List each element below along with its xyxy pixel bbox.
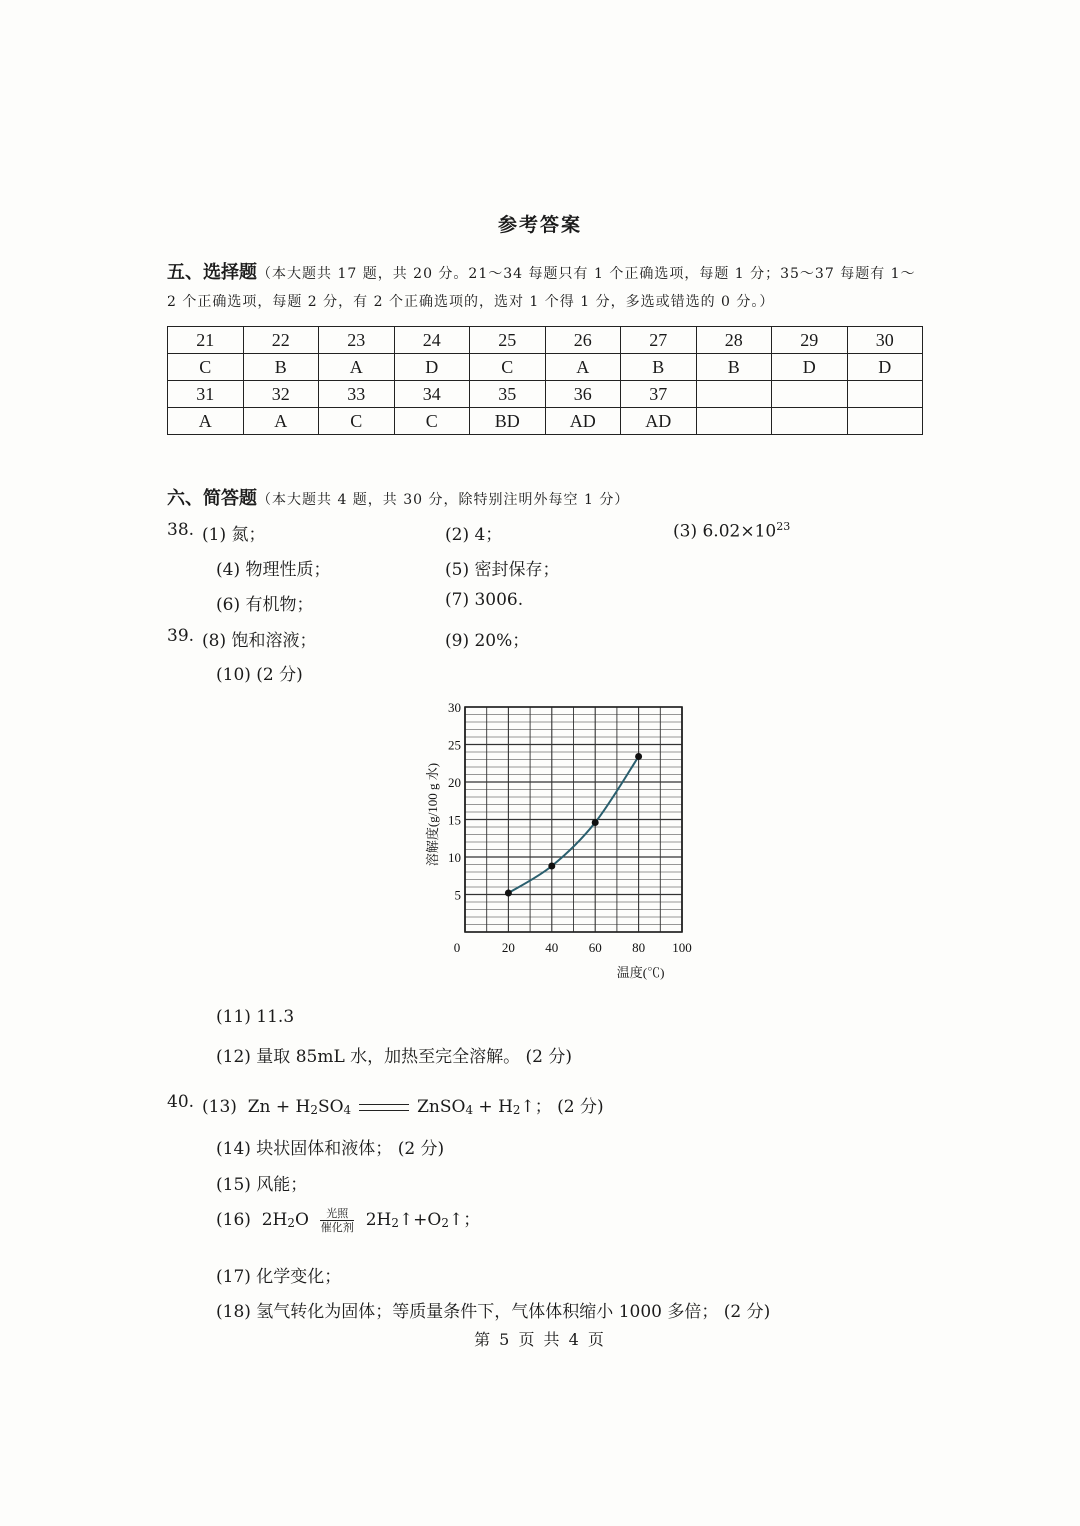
question-number-cell: 25 bbox=[470, 327, 546, 354]
q38-answer-1: (1) 氮； bbox=[202, 525, 266, 545]
answer-cell: B bbox=[621, 354, 697, 381]
q39-answer-12: (12) 量取 85mL 水，加热至完全溶解。 (2 分) bbox=[216, 1047, 573, 1067]
x-tick-label: 60 bbox=[588, 940, 602, 955]
question-number-cell: 37 bbox=[621, 381, 697, 408]
table-row bbox=[168, 381, 923, 408]
q40-13-tail: ↑； (2 分) bbox=[520, 1097, 604, 1117]
q38-answer-4: (4) 物理性质； bbox=[216, 560, 331, 580]
q40-answer-14: (14) 块状固体和液体； (2 分) bbox=[216, 1139, 445, 1159]
section5-heading: 五、选择题 bbox=[167, 262, 257, 283]
answer-cell: D bbox=[847, 354, 923, 381]
answer-cell: D bbox=[772, 354, 848, 381]
q38-answer-2: (2) 4； bbox=[445, 525, 503, 545]
condition-top: 光照 bbox=[320, 1207, 354, 1221]
q40-16-lhs: 2H bbox=[261, 1210, 288, 1230]
answer-cell bbox=[772, 408, 848, 435]
y-tick-label: 10 bbox=[448, 850, 461, 865]
q38-answer-5: (5) 密封保存； bbox=[445, 560, 560, 580]
q38-number: 38. bbox=[167, 520, 195, 540]
question-number-cell: 33 bbox=[319, 381, 395, 408]
question-number-cell: 22 bbox=[243, 327, 319, 354]
question-number-cell: 31 bbox=[168, 381, 244, 408]
question-number-cell: 34 bbox=[394, 381, 470, 408]
question-number-cell bbox=[772, 381, 848, 408]
q39-answer-10: (10) (2 分) bbox=[216, 665, 303, 685]
q40-16-rhs-sub: 2 bbox=[391, 1215, 399, 1230]
answer-cell bbox=[696, 408, 772, 435]
x-tick-label: 40 bbox=[545, 940, 559, 955]
answer-cell: C bbox=[394, 408, 470, 435]
question-number-cell: 29 bbox=[772, 327, 848, 354]
q40-16-lhs-sub: 2 bbox=[287, 1215, 295, 1230]
question-number-cell: 32 bbox=[243, 381, 319, 408]
section6-note: （本大题共 4 题，共 30 分，除特别注明外每空 1 分） bbox=[257, 492, 630, 508]
answer-cell: D bbox=[394, 354, 470, 381]
q40-number: 40. bbox=[167, 1092, 195, 1112]
page-title: 参考答案 bbox=[497, 214, 582, 236]
q40-13-rhs: ZnSO bbox=[417, 1097, 466, 1117]
reaction-condition bbox=[320, 1207, 354, 1234]
q38-answer-3-exponent: 23 bbox=[776, 520, 791, 533]
section5-note-line2: 2 个正确选项，每题 2 分，有 2 个正确选项的，选对 1 个得 1 分，多选或错选的 0 分。） bbox=[167, 294, 775, 310]
answer-cell bbox=[847, 408, 923, 435]
x-tick-label: 80 bbox=[632, 940, 646, 955]
question-number-cell: 27 bbox=[621, 327, 697, 354]
q40-13-lhs-sub2: 4 bbox=[343, 1102, 352, 1117]
q40-13-lhs-sub: 2 bbox=[310, 1102, 318, 1117]
q39-answer-8: (8) 饱和溶液； bbox=[202, 631, 317, 651]
question-number-cell: 30 bbox=[847, 327, 923, 354]
y-tick-label: 25 bbox=[448, 737, 461, 753]
q40-13-rhs-sub2: 2 bbox=[512, 1102, 521, 1117]
section6-header bbox=[167, 484, 629, 510]
q40-16-rhs-sub2: 2 bbox=[441, 1215, 449, 1230]
question-number-cell: 21 bbox=[168, 327, 244, 354]
question-number-cell bbox=[696, 381, 772, 408]
q39-answer-11: (11) 11.3 bbox=[216, 1007, 295, 1027]
q40-answer-16 bbox=[216, 1205, 480, 1234]
answer-cell: C bbox=[470, 354, 546, 381]
q38-answer-3-base: (3) 6.02×10 bbox=[673, 521, 777, 542]
section5-note-line1: （本大题共 17 题，共 20 分。21～34 每题只有 1 个正确选项，每题 1 分；35～37 每题有 1～ bbox=[257, 266, 916, 282]
question-number-cell: 36 bbox=[545, 381, 621, 408]
y-tick-label: 15 bbox=[448, 812, 461, 828]
answer-table bbox=[167, 326, 923, 435]
q38-answer-3 bbox=[673, 520, 790, 542]
condition-bottom: 催化剂 bbox=[320, 1221, 354, 1234]
q40-16-rhs-mid: ↑+O bbox=[398, 1210, 442, 1230]
equals-sign bbox=[359, 1104, 409, 1111]
question-number-cell: 24 bbox=[394, 327, 470, 354]
answer-cell: AD bbox=[545, 408, 621, 435]
x-tick-label: 0 bbox=[453, 940, 461, 955]
data-point bbox=[592, 819, 599, 826]
q40-16-lhs-rest: O bbox=[294, 1210, 309, 1230]
question-number-cell: 26 bbox=[545, 327, 621, 354]
question-number-cell: 35 bbox=[470, 381, 546, 408]
data-point bbox=[505, 890, 512, 897]
answer-cell: AD bbox=[621, 408, 697, 435]
y-axis-label: 溶解度(g/100 g 水) bbox=[425, 762, 440, 867]
answer-cell: C bbox=[168, 354, 244, 381]
answer-cell: B bbox=[243, 354, 319, 381]
x-tick-label: 20 bbox=[501, 940, 515, 955]
q39-answer-9: (9) 20%； bbox=[445, 631, 530, 651]
q40-answer-17: (17) 化学变化； bbox=[216, 1267, 342, 1287]
data-point bbox=[548, 863, 555, 870]
answer-cell: BD bbox=[470, 408, 546, 435]
answer-cell: C bbox=[319, 408, 395, 435]
answer-cell: A bbox=[168, 408, 244, 435]
section6-heading: 六、简答题 bbox=[167, 488, 257, 509]
q40-answer-13 bbox=[202, 1092, 604, 1117]
q38-answer-6: (6) 有机物； bbox=[216, 595, 314, 615]
y-tick-label: 20 bbox=[448, 775, 461, 790]
data-point bbox=[635, 753, 642, 760]
table-row bbox=[168, 408, 923, 435]
y-tick-label: 30 bbox=[448, 700, 461, 715]
question-number-cell bbox=[847, 381, 923, 408]
q40-13-rhs-mid: + H bbox=[473, 1097, 513, 1117]
section5-header bbox=[167, 258, 916, 284]
answer-cell: A bbox=[319, 354, 395, 381]
question-number-cell: 28 bbox=[696, 327, 772, 354]
question-number-cell: 23 bbox=[319, 327, 395, 354]
q40-16-tail: ↑； bbox=[448, 1210, 481, 1230]
x-axis-label: 温度(℃) bbox=[616, 965, 665, 980]
y-tick-label: 5 bbox=[454, 887, 461, 903]
q40-answer-18: (18) 氢气转化为固体；等质量条件下，气体体积缩小 1000 多倍； (2 分) bbox=[216, 1302, 771, 1322]
q40-13-label: (13) bbox=[202, 1097, 237, 1117]
q40-13-lhs: Zn + H bbox=[247, 1097, 311, 1117]
q40-13-lhs-rest: SO bbox=[317, 1097, 344, 1117]
answer-cell: A bbox=[243, 408, 319, 435]
table-row bbox=[168, 354, 923, 381]
q40-13-rhs-sub: 4 bbox=[465, 1102, 474, 1117]
q40-16-label: (16) bbox=[216, 1210, 251, 1230]
q40-answer-15: (15) 风能； bbox=[216, 1175, 308, 1195]
q40-16-rhs: 2H bbox=[365, 1210, 392, 1230]
q39-number: 39. bbox=[167, 626, 195, 646]
page-footer: 第 5 页 共 4 页 bbox=[474, 1330, 606, 1349]
table-row bbox=[168, 327, 923, 354]
q38-answer-7: (7) 3006. bbox=[445, 590, 524, 610]
solubility-chart bbox=[415, 695, 705, 990]
answer-cell: B bbox=[696, 354, 772, 381]
x-tick-label: 100 bbox=[672, 940, 692, 955]
answer-cell: A bbox=[545, 354, 621, 381]
